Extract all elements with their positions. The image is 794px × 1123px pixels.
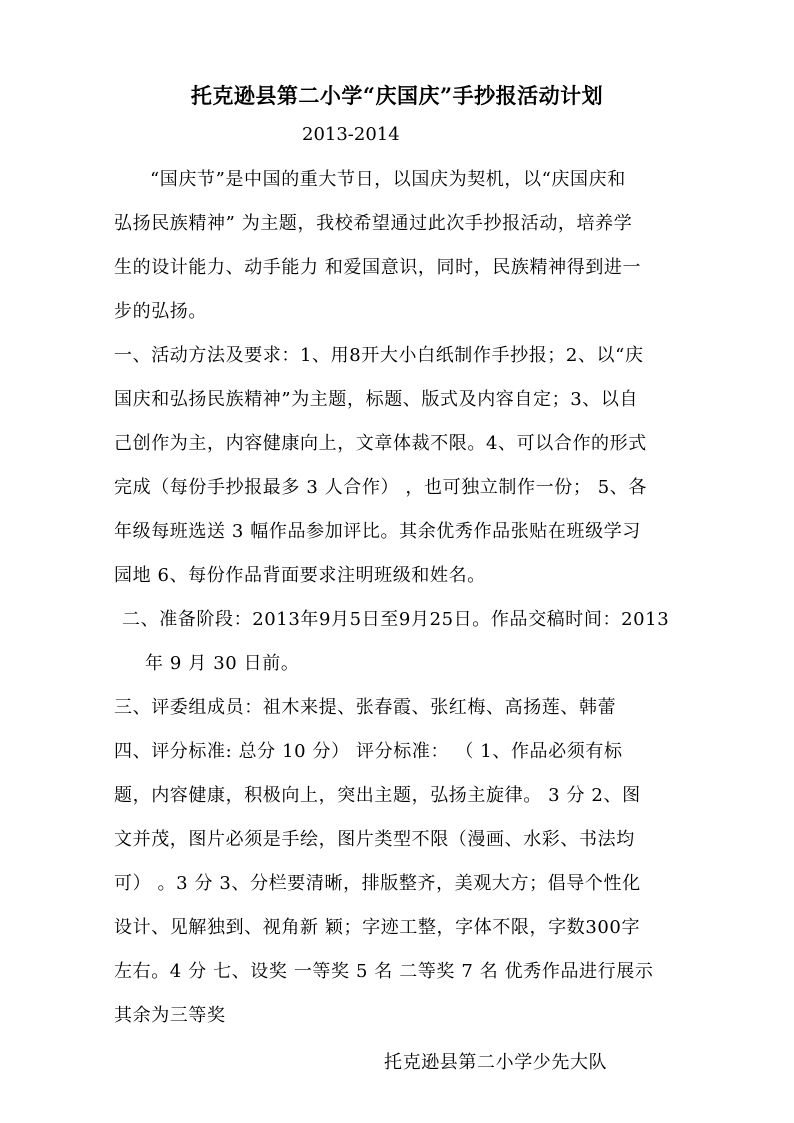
section-activity-line: 年级每班选送 3 幅作品参加评比。其余优秀作品张贴在班级学习 — [114, 521, 641, 542]
section-scoring-line: 文并茂，图片必须是手绘，图片类型不限（漫画、水彩、书法均 — [114, 829, 635, 850]
section-activity-line: 园地 6、每份作品背面要求注明班级和姓名。 — [114, 565, 486, 586]
section-activity-line: 国庆和弘扬民族精神”为主题，标题、版式及内容自定；3、以自 — [114, 389, 639, 410]
signature: 托克逊县第二小学少先大队 — [384, 1052, 608, 1073]
section-preparation-line: 二、准备阶段：2013年9月5日至9月25日。作品交稿时间：2013 — [122, 609, 670, 630]
section-scoring-line: 题，内容健康，积极向上，突出主题，弘扬主旋律。 3 分 2、图 — [114, 785, 641, 806]
section-scoring-line: 设计、见解独到、视角新 颖；字迹工整，字体不限，字数300字 — [114, 917, 641, 938]
section-scoring-line: 左右。4 分 七、设奖 一等奖 5 名 二等奖 7 名 优秀作品进行展示 — [114, 961, 654, 982]
paragraph-line: 生的设计能力、动手能力 和爱国意识，同时，民族精神得到进一 — [114, 257, 642, 278]
school-year: 2013-2014 — [302, 124, 400, 145]
section-activity-line: 己创作为主，内容健康向上，文章体裁不限。4、可以合作的形式 — [114, 433, 647, 454]
section-activity-line: 完成（每份手抄报最多 3 人合作） ，也可独立制作一份； 5、各 — [114, 477, 647, 498]
section-judges-line: 三、评委组成员：祖木来提、张春霞、张红梅、高扬莲、韩蕾 — [114, 697, 617, 718]
section-activity-line: 一、活动方法及要求：1、用8开大小白纸制作手抄报；2、以“庆 — [114, 345, 644, 366]
paragraph-line: 步的弘扬。 — [114, 301, 207, 322]
paragraph-line: 弘扬民族精神” 为主题，我校希望通过此次手抄报活动，培养学 — [114, 213, 633, 234]
section-scoring-line: 四、评分标准: 总分 10 分） 评分标准： （ 1、作品必须有标 — [114, 741, 623, 762]
paragraph-line: “国庆节”是中国的重大节日，以国庆为契机，以“庆国庆和 — [150, 169, 626, 190]
document-title: 托克逊县第二小学“庆国庆”手抄报活动计划 — [190, 83, 604, 108]
section-scoring-line: 可） 。3 分 3、分栏要清晰，排版整齐，美观大方；倡导个性化 — [114, 873, 641, 894]
section-scoring-line: 其余为三等奖 — [114, 1005, 226, 1026]
section-preparation-line: 年 9 月 30 日前。 — [145, 653, 300, 674]
